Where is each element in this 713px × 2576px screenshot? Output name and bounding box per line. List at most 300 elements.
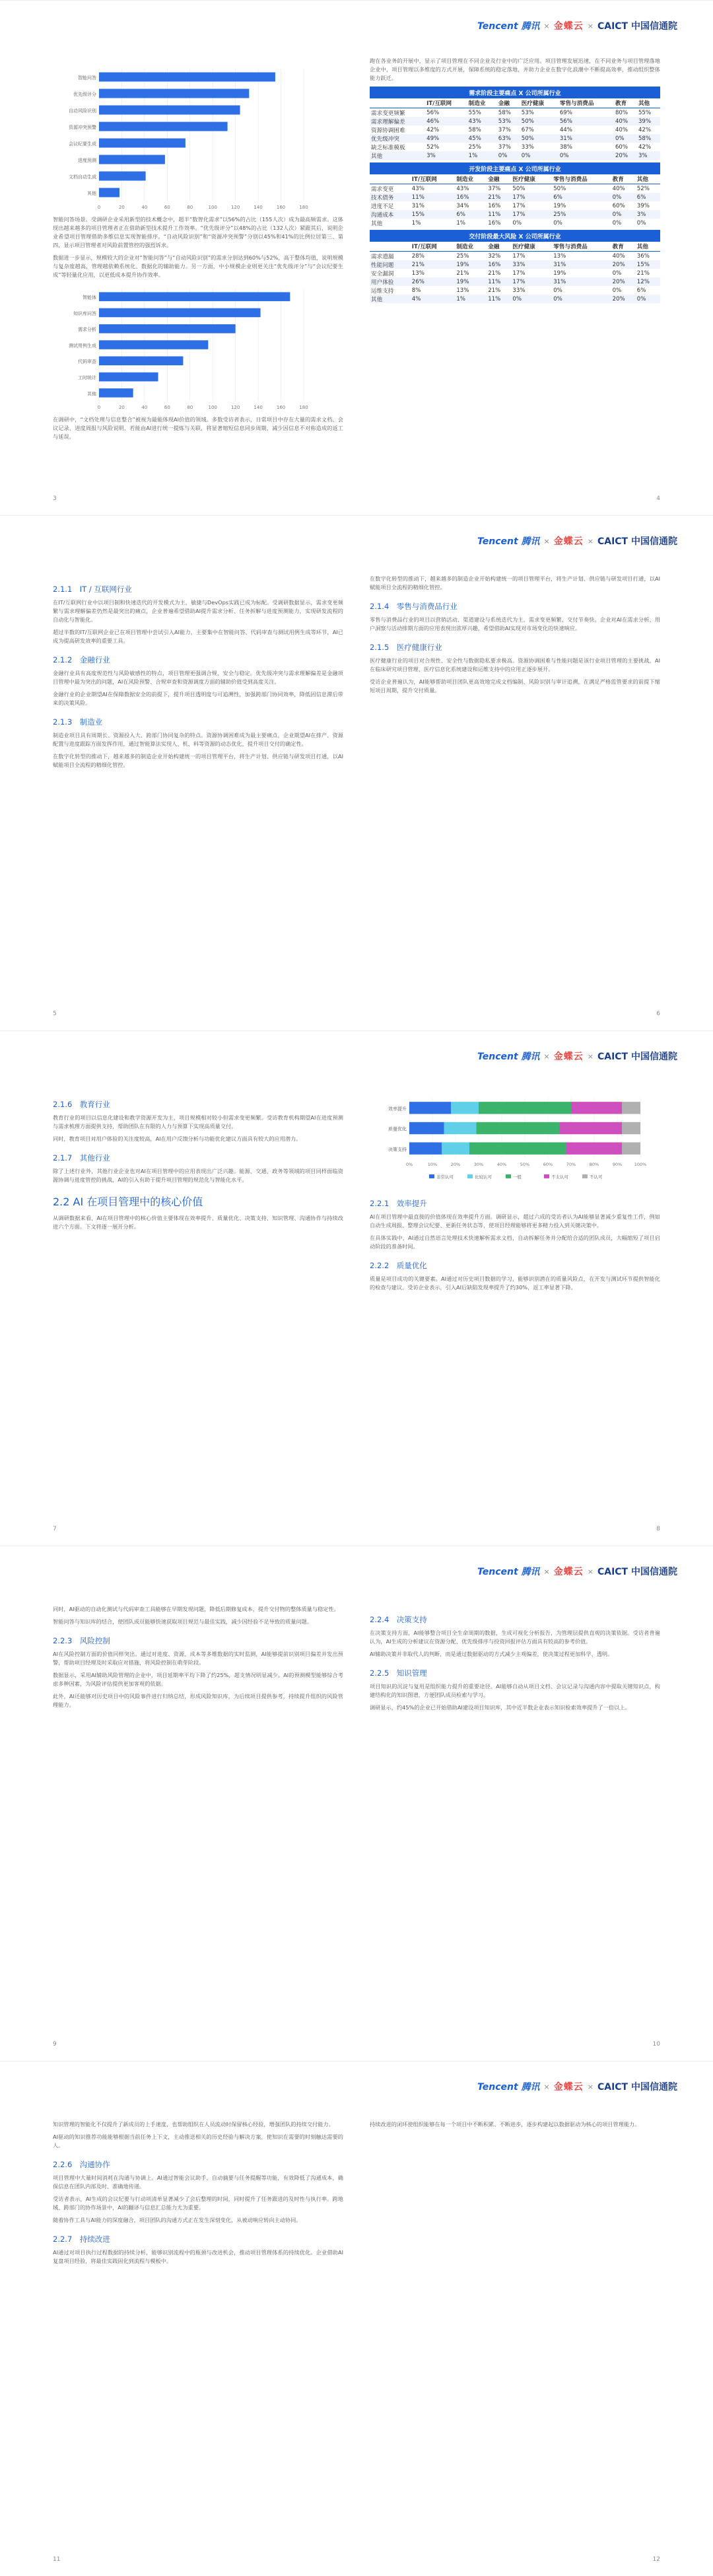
table-cell: 31% bbox=[411, 202, 424, 209]
page-number: 10 bbox=[652, 2041, 660, 2048]
table-cell: 3% bbox=[425, 151, 467, 160]
page-number: 6 bbox=[656, 1011, 660, 1017]
spread-4 bbox=[0, 1546, 713, 2061]
right-column bbox=[370, 1605, 660, 1716]
partner-logo: 金蝶云 bbox=[553, 536, 584, 547]
table-cell: 缺乏标准模板 bbox=[371, 144, 405, 151]
y-tick-label: 需求分析 bbox=[78, 327, 96, 333]
table-row bbox=[370, 193, 660, 201]
table-cell: 26% bbox=[411, 277, 456, 286]
table-cell: 53% bbox=[497, 117, 520, 125]
x-tick-label: 0 bbox=[97, 205, 101, 210]
paragraph: 金融行业的企业期望AI在保障数据安全的前提下，提升项目透明度与可追溯性，加强跨部门协同效率，降低因信息滞后带来的决策风险。 bbox=[53, 691, 343, 706]
x-tick-label: 80 bbox=[187, 205, 193, 210]
y-tick-label: 自动风险识别 bbox=[69, 108, 96, 114]
x-tick-label: 20 bbox=[118, 405, 125, 410]
table-cell: 其他 bbox=[370, 295, 411, 303]
bar bbox=[99, 388, 133, 398]
table-row bbox=[370, 108, 660, 118]
stacked-segment bbox=[409, 1122, 444, 1134]
bar bbox=[99, 308, 261, 318]
horizontal-bar-chart-2 bbox=[53, 283, 317, 415]
table-row bbox=[370, 151, 660, 160]
stacked-segment bbox=[566, 1142, 622, 1154]
horizontal-bar-chart-1 bbox=[53, 63, 317, 215]
stacked-segment bbox=[409, 1142, 442, 1154]
table-cell: 31% bbox=[559, 134, 614, 143]
legend-swatch bbox=[506, 1174, 511, 1178]
paragraph: 项目知识的沉淀与复用是组织能力提升的重要途径。AI能够自动从项目文档、会议记录与沟通内容中提取关键知识点，构建结构化的知识图谱，方便团队成员检索与学习。 bbox=[370, 1683, 660, 1698]
section-heading: 2.1.1 IT / 互联网行业 bbox=[53, 585, 132, 594]
table-cell: 39% bbox=[636, 202, 650, 209]
x-tick-label: 90% bbox=[612, 1162, 623, 1167]
left-column bbox=[53, 2120, 343, 2270]
table-row bbox=[370, 117, 660, 125]
legend-swatch bbox=[582, 1174, 588, 1178]
table-cell: 21% bbox=[488, 269, 501, 277]
table-cell: 20% bbox=[614, 151, 637, 160]
column-header: 零售与消费品 bbox=[559, 98, 614, 108]
table-cell: 13% bbox=[456, 287, 469, 294]
bar bbox=[99, 73, 275, 82]
table-cell: 15% bbox=[411, 210, 456, 219]
section-heading: 2.1.3 制造业 bbox=[53, 717, 103, 727]
table-cell: 19% bbox=[553, 269, 566, 277]
caict-logo: CAICT 中国信通院 bbox=[597, 536, 677, 547]
section-heading: 2.2.4 决策支持 bbox=[370, 1615, 427, 1624]
spread-2 bbox=[0, 515, 713, 1030]
page-number: 8 bbox=[656, 1526, 660, 1532]
paragraph: 在数字化转型的推动下，越来越多的制造企业开始构建统一的项目管理平台，将生产计划、供应链与研发项目打通，以AI赋能项目全流程的精细化管控。 bbox=[370, 575, 660, 590]
header-logos bbox=[477, 1050, 677, 1063]
table-cell: 43% bbox=[467, 117, 497, 125]
table-row bbox=[370, 125, 660, 134]
table-cell: 3% bbox=[637, 151, 660, 160]
table-cell: 56% bbox=[559, 117, 614, 125]
paragraph: 教育行业的项目以信息化建设和教学资源开发为主，项目规模相对较小但需求变更频繁。受访教育机构期望AI在进度预测与需求梳理方面提供支持，帮助团队在有限的人力与预算下实现高质量交付。 bbox=[53, 1114, 343, 1129]
x-tick-label: 30% bbox=[473, 1162, 484, 1167]
paragraph: AI在风险控制方面的价值同样突出。通过对进度、资源、成本等多维数据的实时监测，AI能够提前识别项目偏差并发出预警，帮助项目经理及时采取应对措施，将风险控制在萌芽阶段。 bbox=[53, 1651, 343, 1666]
table-cell: 17% bbox=[512, 252, 526, 260]
paragraph: 跑在各业务的开展中，显示了项目管理在不同企业及行业中的广泛应用。项目管理发展迅速，在不同业务与项目管理落地企业中，项目管理以多维度的方式开展，保障系统的稳定落地，并助力企业在数字化浪潮中不断提高效率，推动组织整体能力跃迁。 bbox=[370, 57, 660, 81]
paragraph: 此外，AI还能够对历史项目中的风险事件进行归纳总结，形成风险知识库，为后续项目提供参考，持续提升组织的风险管理能力。 bbox=[53, 1693, 343, 1708]
table-cell: 16% bbox=[488, 219, 501, 227]
table-cell: 19% bbox=[553, 202, 566, 209]
bar bbox=[99, 340, 208, 349]
x-tick-label: 100% bbox=[634, 1162, 647, 1167]
table-row bbox=[370, 295, 660, 303]
table-cell: 0% bbox=[611, 210, 636, 219]
table-title: 需求阶段主要痛点 X 公司所属行业 bbox=[370, 87, 660, 98]
table-cell: 50% bbox=[512, 185, 526, 192]
left-column bbox=[53, 1605, 343, 1713]
table-cell: 17% bbox=[512, 269, 526, 277]
section-heading: 2.2.5 知识管理 bbox=[370, 1668, 427, 1678]
stacked-segment bbox=[444, 1122, 477, 1134]
column-header: 其他 bbox=[636, 242, 660, 252]
table-cell: 安全漏洞 bbox=[371, 270, 394, 277]
table-cell: 28% bbox=[411, 252, 424, 260]
section-heading: 2.1.6 教育行业 bbox=[53, 1100, 110, 1109]
column-header: IT/互联网 bbox=[411, 242, 456, 252]
table-cell: 0% bbox=[497, 151, 520, 160]
x-tick-label: 40 bbox=[141, 405, 148, 410]
paragraph: 数据显示，采用AI辅助风险管理的企业中，项目延期率平均下降了约25%，超支情况明显减少。AI的预测模型能够综合考虑多种因素，为风险评估提供更加客观的依据。 bbox=[53, 1672, 343, 1687]
table-cell: 0% bbox=[511, 295, 552, 303]
table-cell: 运维支持 bbox=[371, 287, 394, 295]
data-table bbox=[370, 87, 660, 160]
x-tick-label: 60% bbox=[543, 1162, 553, 1167]
table-cell: 0% bbox=[611, 193, 636, 201]
x-tick-label: 100 bbox=[208, 405, 217, 410]
paragraph: AI通过对项目执行过程数据的持续分析，能够识别流程中的瓶颈与改进机会，推动项目管理体系的持续优化。企业借助AI复盘项目经验，将最佳实践固化到流程与模板中。 bbox=[53, 2249, 343, 2264]
x-tick-label: 70% bbox=[566, 1162, 576, 1167]
bar bbox=[99, 139, 186, 148]
table-cell: 56% bbox=[426, 109, 440, 116]
table-cell: 4% bbox=[411, 295, 456, 303]
table-cell: 37% bbox=[488, 185, 501, 192]
page-header bbox=[0, 1546, 713, 1598]
column-header: 制造业 bbox=[455, 242, 487, 252]
page-number: 4 bbox=[656, 495, 660, 502]
page-header bbox=[0, 0, 713, 52]
table-cell: 11% bbox=[487, 277, 511, 286]
x-tick-label: 180 bbox=[299, 405, 308, 410]
caict-logo: CAICT 中国信通院 bbox=[597, 1567, 677, 1577]
times-sign: × bbox=[543, 536, 550, 546]
paragraph: 医疗健康行业的项目对合规性、安全性与数据隐私要求极高。资源协调困难与性能问题是该行业项目管理的主要挑战，AI在临床研究项目管理、医疗信息化系统建设和运维支持中的应用正逐步展开。 bbox=[370, 657, 660, 672]
table-cell: 0% bbox=[612, 219, 622, 227]
table-cell: 31% bbox=[552, 260, 611, 269]
table-cell: 需求变更 bbox=[371, 186, 394, 193]
column-header: 金融 bbox=[487, 174, 511, 184]
table-row bbox=[370, 143, 660, 151]
table-cell: 16% bbox=[455, 193, 487, 201]
paragraph: 智能问答场景。受调研企业采用新型的技术概念中，超半“数智化需求”以56%的占比（155人次）成为最高频需求。这体现出越来越多的项目管理者正在借助新型技术提升工作效率。“优先级评分”以48%的占比（132人次）紧跟其后，说明企业希望项目管理借助多维信息实现智能排序。“自动风险识别”和“资源冲突预警”分别以45%和41%的比例位居第三、第四，显示项目管理者对风险前置管控的强烈诉求。 bbox=[53, 216, 343, 248]
x-tick-label: 100 bbox=[208, 205, 217, 210]
table-cell: 34% bbox=[456, 202, 469, 209]
y-tick-label: 效率提升 bbox=[388, 1106, 407, 1112]
tencent-logo: Tencent 腾讯 bbox=[477, 536, 540, 547]
chapter-heading: 2.2 AI 在项目管理中的核心价值 bbox=[53, 1196, 203, 1208]
bar bbox=[99, 188, 119, 197]
data-table bbox=[370, 230, 660, 303]
tencent-logo: Tencent 腾讯 bbox=[477, 1052, 540, 1062]
table-cell: 43% bbox=[456, 185, 469, 192]
bar bbox=[99, 172, 146, 181]
section-heading: 2.2.7 持续改进 bbox=[53, 2235, 110, 2244]
header-logos bbox=[477, 19, 677, 32]
column-header: 其他 bbox=[636, 174, 660, 184]
x-tick-label: 80 bbox=[187, 405, 193, 410]
column-header bbox=[370, 98, 425, 108]
table-cell: 58% bbox=[498, 109, 511, 116]
table-cell: 44% bbox=[559, 126, 572, 133]
paragraph: 调研显示，约45%的企业已开始借助AI建设项目知识库，其中近半数企业表示知识检索效率提升了一倍以上。 bbox=[370, 1704, 630, 1711]
page-number: 5 bbox=[53, 1011, 57, 1017]
section-heading: 2.1.4 零售与消费品行业 bbox=[370, 602, 458, 611]
y-tick-label: 工时统计 bbox=[78, 375, 96, 380]
table-cell: 60% bbox=[612, 202, 625, 209]
tencent-logo: Tencent 腾讯 bbox=[477, 1567, 540, 1577]
column-header: 金融 bbox=[487, 242, 511, 252]
table-cell: 6% bbox=[552, 193, 611, 201]
table-cell: 0% bbox=[553, 219, 562, 227]
table-cell: 33% bbox=[512, 287, 526, 294]
table-cell: 0% bbox=[553, 287, 562, 294]
y-tick-label: 其他 bbox=[87, 391, 96, 397]
page-number: 7 bbox=[53, 1526, 57, 1532]
table-cell: 50% bbox=[520, 134, 559, 143]
table-cell: 16% bbox=[487, 260, 511, 269]
column-header: IT/互联网 bbox=[425, 98, 467, 108]
right-column bbox=[370, 57, 660, 306]
bar bbox=[99, 89, 249, 98]
left-column bbox=[53, 575, 343, 773]
table-cell: 0% bbox=[512, 219, 522, 227]
x-tick-label: 140 bbox=[254, 405, 263, 410]
table-cell: 60% bbox=[615, 143, 628, 151]
paragraph: 在调研中，“文档处理与信息整合”被视为最能体现AI价值的领域。多数受访者表示，日常项目中存在大量的需求文档、会议记录、进度周报与风险说明，若能由AI进行统一提炼与关联，将显著缩短信息同步周期，减少因信息不对称造成的返工与延误。 bbox=[53, 416, 343, 440]
stacked-segment bbox=[560, 1122, 623, 1134]
partner-logo: 金蝶云 bbox=[553, 21, 584, 32]
paragraph: AI驱动的知识推荐功能能够根据当前任务上下文，主动推送相关的历史经验与解决方案，使知识在需要的时刻触达需要的人。 bbox=[53, 2133, 343, 2149]
table-cell: 33% bbox=[511, 260, 552, 269]
bar bbox=[99, 106, 240, 115]
spread-5 bbox=[0, 2061, 713, 2576]
x-tick-label: 60 bbox=[164, 405, 170, 410]
table-cell: 0% bbox=[552, 295, 611, 303]
times-sign: × bbox=[587, 1567, 594, 1576]
table-row bbox=[370, 134, 660, 143]
legend-label: 比较认可 bbox=[475, 1174, 492, 1180]
table-cell: 20% bbox=[611, 277, 636, 286]
table-cell: 需求理解偏差 bbox=[370, 117, 425, 125]
times-sign: × bbox=[587, 536, 594, 546]
times-sign: × bbox=[543, 21, 550, 30]
legend-label: 不认可 bbox=[590, 1174, 603, 1180]
stacked-bar-chart bbox=[370, 1090, 647, 1189]
table-title: 开发阶段主要痛点 X 公司所属行业 bbox=[370, 162, 660, 174]
table-cell: 36% bbox=[636, 252, 650, 260]
partner-logo: 金蝶云 bbox=[553, 2082, 584, 2093]
x-tick-label: 10% bbox=[427, 1162, 438, 1167]
table-cell: 52% bbox=[426, 143, 440, 151]
paragraph: 在IT/互联网行业中以项目制和快速迭代的开发模式为主，敏捷与DevOps实践已成为标配。受调研数据显示，需求变更频繁与需求理解偏差仍然是最突出的痛点，企业普遍希望借助AI提升需求分析、任务拆解与进度预测能力，实现研发流程的自动化与智能化。 bbox=[53, 599, 343, 623]
table-cell: 16% bbox=[488, 202, 501, 209]
table-cell: 其他 bbox=[371, 220, 383, 227]
table-cell: 21% bbox=[636, 269, 650, 277]
table-cell: 沟通成本 bbox=[370, 210, 411, 219]
times-sign: × bbox=[543, 2082, 550, 2091]
page-header bbox=[0, 515, 713, 567]
y-tick-label: 智能问答 bbox=[78, 75, 96, 81]
paragraph: 知识管理的智能化不仅提升了新成员的上手速度，也帮助组织在人员流动时保留核心经验，增强团队的持续交付能力。 bbox=[53, 2121, 334, 2128]
table-cell: 80% bbox=[615, 109, 628, 116]
paragraph: 超过半数的IT/互联网企业已在项目管理中尝试引入AI能力，主要集中在智能问答、代码审查与测试用例生成等环节，AI已成为提高研发效率的重要工具。 bbox=[53, 629, 343, 644]
table-cell: 性能问题 bbox=[370, 260, 411, 269]
paragraph: 质量是项目成功的关键要素。AI通过对历史项目数据的学习，能够识别潜在的质量风险点，在开发与测试环节提供智能化的检查与建议。受访企业表示，引入AI后缺陷发现率提升了约30%，返工率显著下降。 bbox=[370, 1275, 660, 1291]
table-cell: 0% bbox=[520, 151, 559, 160]
table-cell: 20% bbox=[611, 260, 636, 269]
column-header bbox=[370, 174, 411, 184]
caict-logo: CAICT 中国信通院 bbox=[597, 21, 677, 32]
y-tick-label: 文档自动生成 bbox=[69, 174, 96, 180]
table-cell: 3% bbox=[636, 210, 660, 219]
table-cell: 17% bbox=[512, 202, 526, 209]
x-tick-label: 40 bbox=[141, 205, 148, 210]
column-header: 医疗健康 bbox=[511, 242, 552, 252]
paragraph: 在具体实践中，AI通过自然语言处理技术快速解析需求文档，自动拆解任务并分配给合适的团队成员，大幅缩短了项目启动阶段的准备时间。 bbox=[370, 1234, 660, 1250]
table-cell: 17% bbox=[511, 277, 552, 286]
table-cell: 55% bbox=[638, 109, 652, 116]
table-cell: 21% bbox=[488, 287, 501, 294]
section-heading: 2.2.6 沟通协作 bbox=[53, 2160, 110, 2169]
y-tick-label: 代码审查 bbox=[78, 359, 96, 365]
table-cell: 20% bbox=[611, 295, 636, 303]
right-column bbox=[370, 1090, 660, 1296]
x-tick-label: 160 bbox=[276, 205, 286, 210]
y-tick-label: 进度预测 bbox=[78, 158, 96, 163]
legend-swatch bbox=[544, 1174, 549, 1178]
page-number: 12 bbox=[652, 2556, 660, 2563]
table-title: 交付阶段最大风险 X 公司所属行业 bbox=[370, 230, 660, 242]
x-tick-label: 0% bbox=[405, 1162, 413, 1167]
table-cell: 42% bbox=[638, 143, 652, 151]
table-cell: 46% bbox=[425, 117, 467, 125]
bar bbox=[99, 324, 236, 334]
legend-label: 一般 bbox=[513, 1174, 522, 1180]
x-tick-label: 50% bbox=[520, 1162, 530, 1167]
table-cell: 31% bbox=[552, 277, 611, 286]
data-table bbox=[370, 162, 660, 227]
bar bbox=[99, 356, 183, 365]
table-cell: 38% bbox=[559, 143, 572, 151]
table-cell: 55% bbox=[468, 109, 481, 116]
table-cell: 69% bbox=[559, 109, 572, 116]
table-cell: 需求变更频繁 bbox=[371, 110, 405, 117]
page-header bbox=[0, 2061, 713, 2113]
y-tick-label: 会议纪要生成 bbox=[69, 141, 96, 147]
legend-label: 不太认可 bbox=[551, 1174, 568, 1180]
x-tick-label: 120 bbox=[230, 205, 240, 210]
table-cell: 21% bbox=[411, 260, 456, 269]
table-cell: 15% bbox=[636, 260, 660, 269]
table-cell: 50% bbox=[553, 185, 566, 192]
table-cell: 21% bbox=[487, 193, 511, 201]
times-sign: × bbox=[587, 1052, 594, 1061]
bar bbox=[99, 122, 228, 131]
table-cell: 58% bbox=[468, 126, 481, 133]
times-sign: × bbox=[587, 2082, 594, 2091]
tables-container bbox=[370, 87, 660, 303]
table-cell: 6% bbox=[455, 210, 487, 219]
table-cell: 33% bbox=[521, 143, 534, 151]
x-tick-label: 60 bbox=[164, 205, 170, 210]
x-tick-label: 20 bbox=[118, 205, 125, 210]
y-tick-label: 其他 bbox=[87, 191, 96, 196]
column-header: 制造业 bbox=[467, 98, 497, 108]
table-cell: 0% bbox=[559, 151, 614, 160]
paragraph: 在决策支持方面，AI能够整合项目全生命周期的数据，生成可视化分析报告，为管理层提供直观的决策依据。受访者普遍认为，AI生成的分析建议在资源分配、优先级排序与投资回报评估方面具有较高的参考价值。 bbox=[370, 1629, 660, 1645]
bar bbox=[99, 373, 158, 382]
y-tick-label: 知识库问答 bbox=[73, 310, 96, 316]
column-header: 教育 bbox=[611, 174, 636, 184]
paragraph: 除了上述行业外，其他行业企业也对AI在项目管理中的应用表现出广泛兴趣。能源、交通、政务等领域的项目同样面临资源协调与进度管控的挑战，AI的引入有助于提升项目管理的规范化与智能化水平。 bbox=[53, 1168, 343, 1183]
table-cell: 45% bbox=[467, 134, 497, 143]
table-row bbox=[370, 286, 660, 295]
paragraph: 同时，教育项目对用户体验的关注度较高，AI在用户反馈分析与功能优化建议方面具有较大的应用潜力。 bbox=[53, 1135, 302, 1142]
table-row bbox=[370, 252, 660, 261]
left-column bbox=[53, 63, 343, 445]
partner-logo: 金蝶云 bbox=[553, 1567, 584, 1577]
table-cell: 42% bbox=[638, 126, 652, 133]
legend-label: 非常认可 bbox=[436, 1174, 454, 1180]
times-sign: × bbox=[587, 21, 594, 30]
paragraph: 随着协作工具与AI能力的深度融合，项目团队的沟通方式正在发生深刻变化，从被动响应转向主动协同。 bbox=[53, 2217, 302, 2223]
stacked-segment bbox=[622, 1142, 640, 1154]
paragraph: 受访企业普遍认为，AI能够帮助项目团队更高效地完成文档编制、风险识别与审计追溯，在满足严格监管要求的前提下缩短项目周期，提升交付质量。 bbox=[370, 678, 660, 694]
table-row bbox=[370, 201, 660, 210]
table-cell: 53% bbox=[521, 109, 534, 116]
table-row bbox=[370, 260, 660, 269]
table-cell: 0% bbox=[636, 295, 660, 303]
table-cell: 6% bbox=[636, 287, 646, 294]
table-cell: 43% bbox=[411, 185, 424, 192]
x-tick-label: 180 bbox=[299, 205, 308, 210]
y-tick-label: 质量优化 bbox=[388, 1126, 407, 1132]
table-cell: 17% bbox=[511, 193, 552, 201]
x-tick-label: 0 bbox=[97, 405, 101, 410]
table-row bbox=[370, 269, 660, 277]
table-cell: 1% bbox=[411, 219, 421, 227]
stacked-segment bbox=[571, 1102, 622, 1114]
table-cell: 32% bbox=[488, 252, 501, 260]
table-cell: 21% bbox=[456, 269, 469, 277]
y-tick-label: 资源冲突预警 bbox=[69, 125, 96, 130]
caict-logo: CAICT 中国信通院 bbox=[597, 1052, 677, 1062]
table-cell: 6% bbox=[636, 193, 660, 201]
column-header: 医疗健康 bbox=[511, 174, 552, 184]
header-logos bbox=[477, 534, 677, 548]
table-cell: 42% bbox=[426, 126, 440, 133]
paragraph: 在数字化转型的推动下，越来越多的制造企业开始构建统一的项目管理平台，将生产计划、供应链与研发项目打通，以AI赋能项目全流程的精细化管控。 bbox=[53, 753, 343, 768]
table-cell: 17% bbox=[511, 210, 552, 219]
caict-logo: CAICT 中国信通院 bbox=[597, 2082, 677, 2093]
stacked-segment bbox=[469, 1142, 566, 1154]
x-tick-label: 40% bbox=[496, 1162, 507, 1167]
table-cell: 11% bbox=[487, 295, 511, 303]
table-cell: 40% bbox=[614, 117, 637, 125]
table-cell: 进度不足 bbox=[371, 203, 394, 210]
column-header: IT/互联网 bbox=[411, 174, 456, 184]
table-cell: 13% bbox=[553, 252, 566, 260]
paragraph: 智能问答与知识库的结合，使团队成员能够快速获取项目规范与最佳实践，减少因经验不足导致的质量问题。 bbox=[53, 1618, 313, 1625]
stacked-segment bbox=[622, 1102, 640, 1114]
stacked-segment bbox=[409, 1102, 451, 1114]
x-tick-label: 80% bbox=[589, 1162, 599, 1167]
stacked-segment bbox=[451, 1102, 479, 1114]
legend-swatch bbox=[429, 1174, 434, 1178]
column-header: 零售与消费品 bbox=[552, 242, 611, 252]
table-cell: 1% bbox=[456, 219, 465, 227]
header-logos bbox=[477, 1565, 677, 1578]
column-header: 其他 bbox=[637, 98, 660, 108]
page-number: 11 bbox=[53, 2556, 61, 2563]
table-cell: 0% bbox=[636, 219, 646, 227]
table-cell: 13% bbox=[411, 269, 424, 277]
paragraph: AI在项目管理中最直接的价值体现在效率提升方面。调研显示，超过六成的受访者认为AI能够显著减少重复性工作，例如自动生成周报、整理会议纪要、更新任务状态等，使项目经理能够将更多精力投入到关键决策中。 bbox=[370, 1213, 660, 1229]
